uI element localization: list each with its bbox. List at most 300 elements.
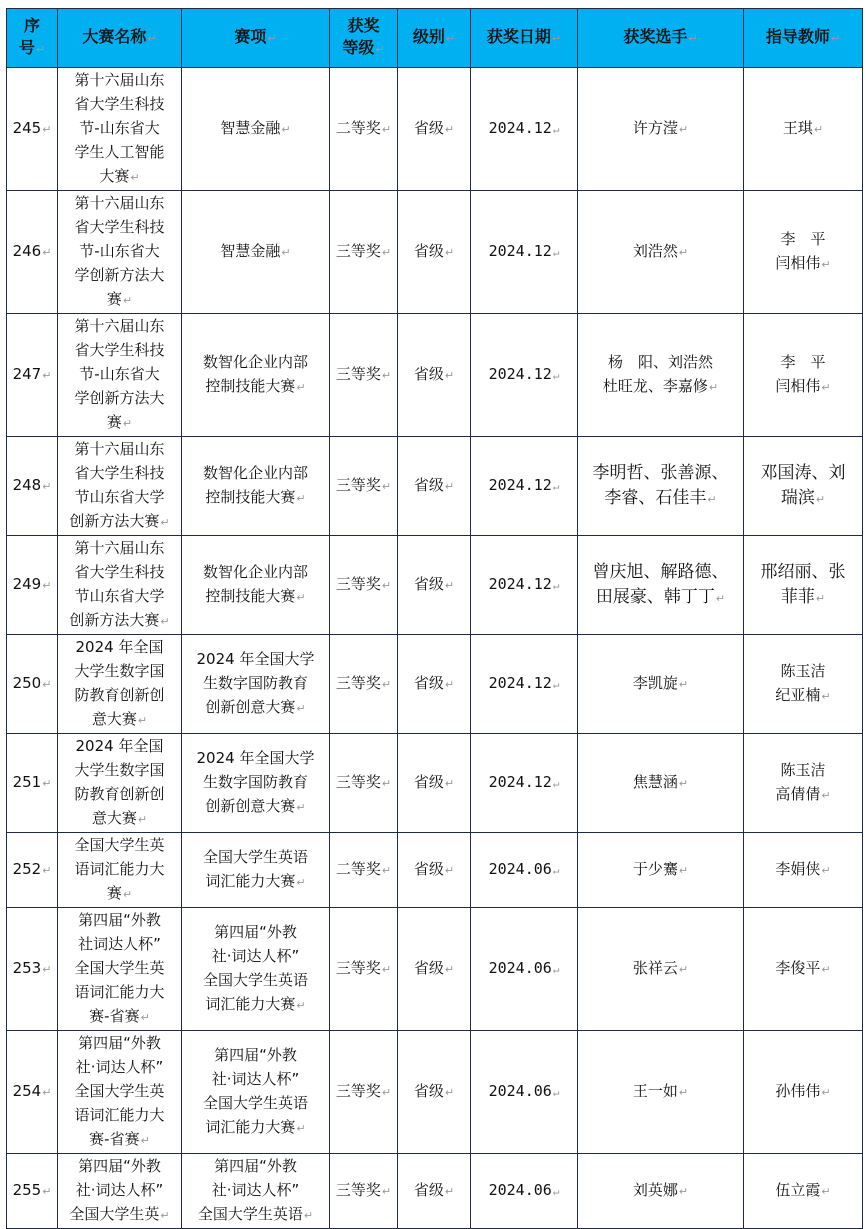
- cell-contest-line: 赛-省赛↵: [89, 1007, 150, 1025]
- cell-students-line: 李明哲、张善源、: [592, 462, 729, 483]
- cell-contest-line: 防教育创新创: [74, 686, 165, 704]
- paragraph-mark: ↵: [42, 678, 52, 691]
- cell-award-text: 三等奖: [335, 242, 381, 260]
- paragraph-mark: ↵: [381, 480, 392, 493]
- paragraph-mark: ↵: [552, 579, 560, 592]
- header-teachers: 指导教师↵: [744, 9, 863, 68]
- paragraph-mark: ↵: [678, 123, 689, 136]
- cell-date-text: 2024.12: [488, 119, 552, 137]
- cell-award: [330, 437, 398, 536]
- paragraph-mark: ↵: [708, 381, 719, 394]
- cell-date-text: 2024.12: [488, 365, 552, 383]
- paragraph-mark: ↵: [122, 417, 133, 430]
- cell-students: [578, 833, 744, 908]
- cell-award-text: 三等奖: [335, 365, 381, 383]
- cell-item: [182, 734, 330, 833]
- cell-item-line: 创新创意大赛↵: [205, 698, 306, 716]
- cell-idx: [7, 734, 58, 833]
- cell-date: [471, 908, 578, 1031]
- cell-level: [398, 734, 471, 833]
- paragraph-mark: ↵: [444, 246, 455, 259]
- cell-contest-line: 社词达人杯”: [78, 935, 161, 953]
- cell-contest: [58, 833, 182, 908]
- cell-teachers-line: 李娟侠↵: [775, 860, 831, 878]
- cell-idx-text: 249: [12, 575, 42, 593]
- cell-teachers-line: 李 平: [780, 230, 826, 248]
- cell-contest-line: 语词汇能力大: [74, 1106, 165, 1124]
- paragraph-mark: ↵: [137, 813, 148, 826]
- cell-contest-line: 节-山东省大: [79, 242, 160, 260]
- cell-level: [398, 833, 471, 908]
- paragraph-mark: ↵: [444, 480, 455, 493]
- cell-item-line: 词汇能力大赛↵: [205, 872, 306, 890]
- paragraph-mark: ↵: [821, 381, 831, 394]
- cell-contest: [58, 1154, 182, 1229]
- paragraph-mark: ↵: [42, 369, 52, 382]
- cell-idx: [7, 1154, 58, 1229]
- cell-contest-line: 学创新方法大: [74, 389, 165, 407]
- cell-teachers-line: 菲菲↵: [780, 586, 826, 607]
- cell-contest-line: 赛↵: [106, 413, 133, 431]
- cell-contest-line: 省大学生科技: [74, 95, 165, 113]
- cell-item: [182, 833, 330, 908]
- table-row: [7, 1154, 863, 1229]
- paragraph-mark: ↵: [444, 123, 455, 136]
- header-idx: 序 号↵: [7, 9, 58, 68]
- paragraph-mark: ↵: [552, 864, 560, 877]
- cell-idx-text: 255: [12, 1181, 42, 1199]
- cell-award: [330, 734, 398, 833]
- cell-level-text: 省级: [413, 959, 444, 977]
- table-row: [7, 1031, 863, 1154]
- paragraph-mark: ↵: [552, 369, 560, 382]
- cell-students-line: 许方滢↵: [632, 119, 689, 137]
- paragraph-mark: ↵: [42, 579, 52, 592]
- cell-date: [471, 1154, 578, 1229]
- cell-teachers-line: 邢绍丽、张: [760, 561, 846, 582]
- cell-idx: [7, 833, 58, 908]
- paragraph-mark: ↵: [381, 369, 392, 382]
- cell-award-text: 三等奖: [335, 959, 381, 977]
- cell-contest: [58, 734, 182, 833]
- cell-teachers: [744, 68, 863, 191]
- paragraph-mark: ↵: [42, 123, 52, 136]
- cell-award-text: 三等奖: [335, 773, 381, 791]
- cell-level-text: 省级: [413, 860, 444, 878]
- paragraph-mark: ↵: [444, 579, 455, 592]
- paragraph-mark: ↵: [381, 1185, 392, 1198]
- cell-date: [471, 68, 578, 191]
- cell-award-text: 二等奖: [335, 860, 381, 878]
- cell-item-line: 生数字国防教育: [202, 773, 308, 791]
- cell-contest-line: 第四届“外教: [78, 1157, 161, 1175]
- cell-students: [578, 437, 744, 536]
- cell-contest-line: 意大赛↵: [91, 710, 148, 728]
- paragraph-mark: ↵: [122, 888, 133, 901]
- cell-idx-text: 247: [12, 365, 42, 383]
- cell-students-line: 杨 阳、刘浩然: [607, 353, 713, 371]
- cell-contest-line: 社·词达人杯”: [75, 1181, 164, 1199]
- cell-contest-line: 节山东省大学: [74, 587, 165, 605]
- cell-contest-line: 创新方法大赛↵: [69, 611, 170, 629]
- paragraph-mark: ↵: [296, 999, 306, 1012]
- cell-item-line: 全国大学生英语: [202, 1094, 308, 1112]
- cell-level-text: 省级: [413, 674, 444, 692]
- cell-students-line: 李凯旋↵: [632, 674, 689, 692]
- cell-students-line: 刘浩然↵: [632, 242, 689, 260]
- paragraph-mark: ↵: [444, 1086, 455, 1099]
- paragraph-mark: ↵: [821, 258, 831, 271]
- cell-teachers-line: 瑞滨↵: [780, 487, 826, 508]
- cell-contest-line: 全国大学生英: [74, 959, 165, 977]
- cell-contest: [58, 536, 182, 635]
- cell-date-text: 2024.12: [488, 476, 552, 494]
- cell-contest-line: 节山东省大学: [74, 488, 165, 506]
- cell-idx-text: 246: [12, 242, 42, 260]
- cell-award: [330, 635, 398, 734]
- cell-contest: [58, 68, 182, 191]
- cell-idx: [7, 437, 58, 536]
- header-date: 获奖日期↵: [471, 9, 578, 68]
- cell-contest-line: 省大学生科技: [74, 218, 165, 236]
- cell-teachers: [744, 437, 863, 536]
- cell-contest-line: 节-山东省大: [79, 365, 160, 383]
- cell-contest-line: 省大学生科技: [74, 341, 165, 359]
- cell-contest-line: 防教育创新创: [74, 785, 165, 803]
- awards-table: [6, 8, 863, 1229]
- table-row: [7, 536, 863, 635]
- cell-item: [182, 1154, 330, 1229]
- cell-item-line: 第四届“外教: [214, 1046, 297, 1064]
- cell-level-text: 省级: [413, 242, 444, 260]
- cell-level: [398, 191, 471, 314]
- cell-teachers: [744, 734, 863, 833]
- cell-students: [578, 635, 744, 734]
- cell-contest-line: 社·词达人杯”: [75, 1058, 164, 1076]
- cell-item-line: 2024 年全国大学: [196, 650, 315, 668]
- paragraph-mark: ↵: [707, 492, 717, 506]
- paragraph-mark: ↵: [381, 777, 392, 790]
- cell-teachers: [744, 908, 863, 1031]
- paragraph-mark: ↵: [130, 171, 140, 184]
- paragraph-mark: ↵: [715, 591, 726, 605]
- paragraph-mark: ↵: [821, 789, 831, 802]
- paragraph-mark: ↵: [42, 480, 52, 493]
- cell-item-line: 智慧金融↵: [220, 119, 291, 137]
- cell-item-line: 全国大学生英语↵: [197, 1205, 314, 1223]
- cell-item-line: 数智化企业内部: [202, 563, 308, 581]
- paragraph-mark: ↵: [444, 1185, 455, 1198]
- table-row: [7, 908, 863, 1031]
- cell-contest: [58, 635, 182, 734]
- paragraph-mark: ↵: [821, 1086, 831, 1099]
- cell-item-line: 控制技能大赛↵: [205, 488, 306, 506]
- cell-teachers: [744, 1031, 863, 1154]
- cell-item-line: 词汇能力大赛↵: [205, 1118, 306, 1136]
- cell-teachers-line: 李俊平↵: [775, 959, 831, 977]
- cell-item: [182, 635, 330, 734]
- header-award: 获奖 等级↵: [330, 9, 398, 68]
- cell-contest-line: 意大赛↵: [91, 809, 148, 827]
- header-contest: 大赛名称↵: [58, 9, 182, 68]
- cell-students-line: 于少騫↵: [632, 860, 689, 878]
- paragraph-mark: ↵: [42, 963, 52, 976]
- cell-contest-line: 全国大学生英↵: [69, 1205, 170, 1223]
- paragraph-mark: ↵: [296, 876, 306, 889]
- cell-item: [182, 68, 330, 191]
- paragraph-mark: ↵: [140, 1011, 150, 1024]
- cell-idx-text: 248: [12, 476, 42, 494]
- cell-contest-line: 学创新方法大: [74, 266, 165, 284]
- cell-students: [578, 314, 744, 437]
- cell-idx: [7, 536, 58, 635]
- cell-contest-line: 全国大学生英: [74, 836, 165, 854]
- cell-idx: [7, 191, 58, 314]
- paragraph-mark: ↵: [552, 963, 560, 976]
- cell-students-line: 杜旺龙、李嘉修↵: [602, 377, 719, 395]
- paragraph-mark: ↵: [122, 294, 133, 307]
- paragraph-mark: ↵: [160, 516, 170, 529]
- cell-contest-line: 大学生数字国: [74, 761, 165, 779]
- paragraph-mark: ↵: [821, 690, 831, 703]
- cell-date: [471, 314, 578, 437]
- table-row: [7, 734, 863, 833]
- header-row: [7, 9, 863, 68]
- cell-idx-text: 245: [12, 119, 42, 137]
- cell-idx: [7, 908, 58, 1031]
- cell-date-text: 2024.06: [488, 959, 552, 977]
- paragraph-mark: ↵: [678, 864, 689, 877]
- table-row: [7, 635, 863, 734]
- paragraph-mark: ↵: [552, 1185, 560, 1198]
- cell-idx: [7, 314, 58, 437]
- cell-teachers: [744, 191, 863, 314]
- paragraph-mark: ↵: [444, 963, 455, 976]
- cell-item: [182, 191, 330, 314]
- cell-award: [330, 1154, 398, 1229]
- paragraph-mark: ↵: [678, 1086, 689, 1099]
- cell-idx: [7, 635, 58, 734]
- cell-contest-line: 第十六届山东: [74, 317, 165, 335]
- cell-teachers: [744, 314, 863, 437]
- cell-date-text: 2024.06: [488, 1181, 552, 1199]
- paragraph-mark: ↵: [381, 579, 392, 592]
- cell-item-line: 社·词达人杯”: [211, 947, 300, 965]
- header-item: 赛项↵: [182, 9, 330, 68]
- cell-award: [330, 908, 398, 1031]
- paragraph-mark: ↵: [552, 1086, 560, 1099]
- cell-contest-line: 第十六届山东: [74, 194, 165, 212]
- paragraph-mark: ↵: [381, 678, 392, 691]
- paragraph-mark: ↵: [296, 801, 306, 814]
- cell-item-line: 控制技能大赛↵: [205, 377, 306, 395]
- cell-contest-line: 2024 年全国: [75, 638, 164, 656]
- cell-item-line: 社·词达人杯”: [211, 1070, 300, 1088]
- cell-teachers: [744, 1154, 863, 1229]
- paragraph-mark: ↵: [160, 1209, 170, 1222]
- cell-item-line: 第四届“外教: [214, 923, 297, 941]
- paragraph-mark: ↵: [42, 1185, 52, 1198]
- cell-date: [471, 635, 578, 734]
- cell-item-line: 控制技能大赛↵: [205, 587, 306, 605]
- cell-contest-line: 创新方法大赛↵: [69, 512, 170, 530]
- paragraph-mark: ↵: [821, 963, 831, 976]
- paragraph-mark: ↵: [552, 246, 560, 259]
- cell-award-text: 三等奖: [335, 674, 381, 692]
- cell-level-text: 省级: [413, 476, 444, 494]
- cell-level: [398, 635, 471, 734]
- paragraph-mark: ↵: [296, 591, 306, 604]
- cell-item-line: 数智化企业内部: [202, 464, 308, 482]
- cell-teachers-line: 闫相伟↵: [775, 254, 831, 272]
- paragraph-mark: ↵: [281, 123, 291, 136]
- cell-teachers-line: 李 平: [780, 353, 826, 371]
- cell-students: [578, 908, 744, 1031]
- paragraph-mark: ↵: [42, 1086, 52, 1099]
- cell-level-text: 省级: [413, 575, 444, 593]
- cell-date-text: 2024.12: [488, 242, 552, 260]
- cell-date-text: 2024.06: [488, 1082, 552, 1100]
- cell-contest-line: 第四届“外教: [78, 911, 161, 929]
- cell-contest-line: 语词汇能力大: [74, 983, 165, 1001]
- cell-award: [330, 1031, 398, 1154]
- cell-teachers-line: 纪亚楠↵: [775, 686, 831, 704]
- cell-level-text: 省级: [413, 1181, 444, 1199]
- paragraph-mark: ↵: [381, 1086, 392, 1099]
- cell-contest-line: 赛-省赛↵: [89, 1130, 150, 1148]
- cell-teachers: [744, 635, 863, 734]
- cell-date: [471, 833, 578, 908]
- header-level: 级别↵: [398, 9, 471, 68]
- cell-item-line: 智慧金融↵: [220, 242, 291, 260]
- paragraph-mark: ↵: [552, 123, 560, 136]
- paragraph-mark: ↵: [678, 1185, 689, 1198]
- cell-contest-line: 节-山东省大: [79, 119, 160, 137]
- cell-contest-line: 语词汇能力大: [74, 860, 165, 878]
- cell-level: [398, 908, 471, 1031]
- cell-teachers-line: 王琪↵: [782, 119, 824, 137]
- cell-teachers-line: 高倩倩↵: [775, 785, 831, 803]
- cell-item-line: 生数字国防教育: [202, 674, 308, 692]
- cell-award-text: 三等奖: [335, 1181, 381, 1199]
- cell-contest-line: 省大学生科技: [74, 563, 165, 581]
- cell-item-line: 全国大学生英语: [202, 971, 308, 989]
- cell-idx-text: 253: [12, 959, 42, 977]
- cell-contest-line: 赛↵: [106, 290, 133, 308]
- cell-award: [330, 68, 398, 191]
- cell-level: [398, 314, 471, 437]
- cell-students: [578, 1154, 744, 1229]
- paragraph-mark: ↵: [821, 1185, 831, 1198]
- cell-contest-line: 赛↵: [106, 884, 133, 902]
- cell-item-line: 2024 年全国大学: [196, 749, 315, 767]
- cell-level-text: 省级: [413, 773, 444, 791]
- table-row: [7, 833, 863, 908]
- cell-teachers-line: 邓国涛、刘: [760, 462, 846, 483]
- paragraph-mark: ↵: [678, 678, 689, 691]
- cell-date-text: 2024.06: [488, 860, 552, 878]
- table-row: [7, 314, 863, 437]
- cell-students-line: 刘英娜↵: [632, 1181, 689, 1199]
- cell-students: [578, 68, 744, 191]
- cell-idx: [7, 68, 58, 191]
- cell-date: [471, 1031, 578, 1154]
- paragraph-mark: ↵: [281, 246, 291, 259]
- cell-item: [182, 1031, 330, 1154]
- paragraph-mark: ↵: [552, 678, 560, 691]
- paragraph-mark: ↵: [678, 246, 689, 259]
- paragraph-mark: ↵: [444, 369, 455, 382]
- cell-item-line: 数智化企业内部: [202, 353, 308, 371]
- cell-teachers-line: 伍立霞↵: [775, 1181, 831, 1199]
- cell-students-line: 张祥云↵: [632, 959, 689, 977]
- cell-item-line: 全国大学生英语: [202, 848, 308, 866]
- paragraph-mark: ↵: [815, 492, 826, 506]
- paragraph-mark: ↵: [381, 864, 392, 877]
- paragraph-mark: ↵: [381, 123, 392, 136]
- cell-item: [182, 437, 330, 536]
- cell-level: [398, 536, 471, 635]
- cell-date-text: 2024.12: [488, 773, 552, 791]
- cell-students-line: 田展豪、韩丁丁↵: [595, 586, 726, 607]
- paragraph-mark: ↵: [678, 777, 689, 790]
- paragraph-mark: ↵: [296, 381, 306, 394]
- cell-award-text: 三等奖: [335, 575, 381, 593]
- table-body: [7, 68, 863, 1229]
- paragraph-mark: ↵: [296, 702, 306, 715]
- cell-item: [182, 908, 330, 1031]
- paragraph-mark: ↵: [296, 492, 306, 505]
- cell-idx-text: 250: [12, 674, 42, 692]
- cell-contest-line: 第十六届山东: [74, 440, 165, 458]
- cell-contest-line: 第四届“外教: [78, 1034, 161, 1052]
- cell-date: [471, 437, 578, 536]
- cell-item: [182, 536, 330, 635]
- table-row: [7, 191, 863, 314]
- cell-award: [330, 536, 398, 635]
- paragraph-mark: ↵: [444, 864, 455, 877]
- cell-students-line: 李睿、石佳丰↵: [604, 487, 717, 508]
- paragraph-mark: ↵: [381, 963, 392, 976]
- cell-item: [182, 314, 330, 437]
- paragraph-mark: ↵: [137, 714, 148, 727]
- cell-contest-line: 学生人工智能: [74, 143, 165, 161]
- cell-level: [398, 437, 471, 536]
- table-row: [7, 437, 863, 536]
- cell-contest-line: 省大学生科技: [74, 464, 165, 482]
- cell-level-text: 省级: [413, 119, 444, 137]
- cell-teachers: [744, 536, 863, 635]
- cell-level-text: 省级: [413, 1082, 444, 1100]
- cell-award: [330, 833, 398, 908]
- cell-idx-text: 254: [12, 1082, 42, 1100]
- cell-item-line: 创新创意大赛↵: [205, 797, 306, 815]
- paragraph-mark: ↵: [42, 246, 52, 259]
- cell-teachers-line: 陈玉洁: [780, 662, 826, 680]
- paragraph-mark: ↵: [444, 777, 455, 790]
- paragraph-mark: ↵: [381, 246, 392, 259]
- cell-contest: [58, 908, 182, 1031]
- cell-contest: [58, 314, 182, 437]
- paragraph-mark: ↵: [552, 777, 560, 790]
- cell-students: [578, 734, 744, 833]
- cell-teachers: [744, 833, 863, 908]
- cell-contest-line: 第十六届山东: [74, 539, 165, 557]
- table-row: [7, 68, 863, 191]
- cell-item-line: 社·词达人杯”: [211, 1181, 300, 1199]
- cell-teachers-line: 闫相伟↵: [775, 377, 831, 395]
- cell-students-line: 王一如↵: [632, 1082, 689, 1100]
